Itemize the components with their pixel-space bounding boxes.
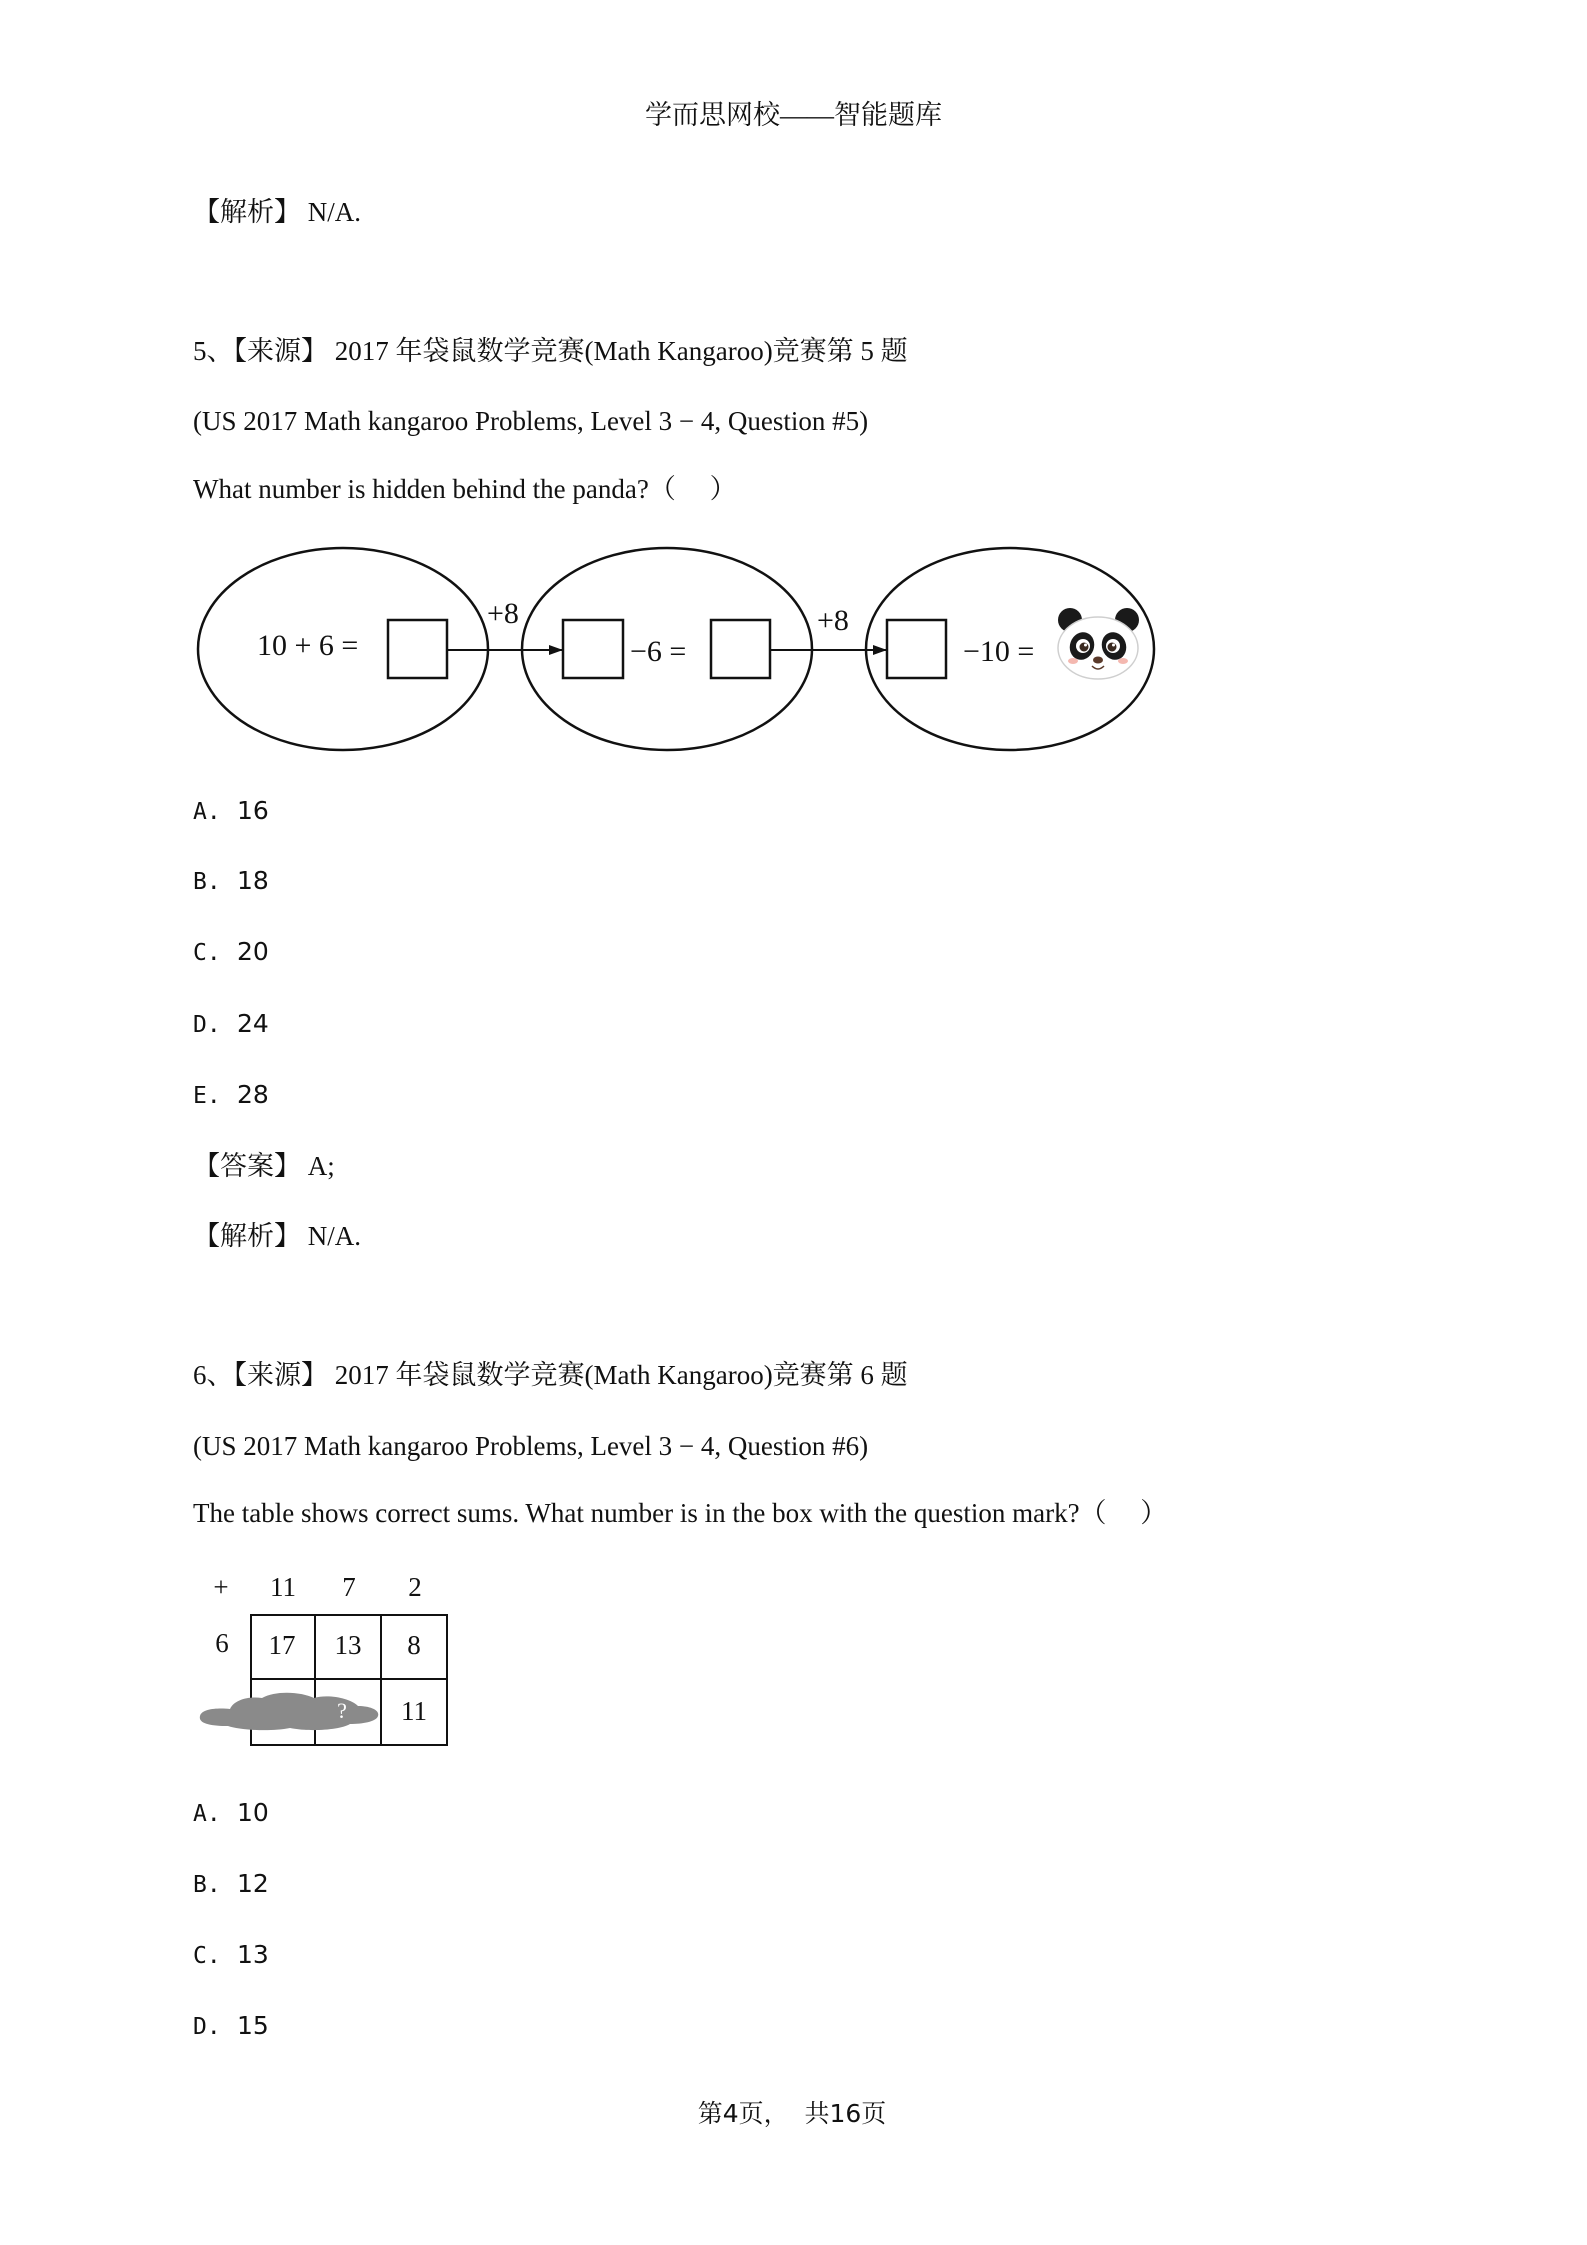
expr-3: −10 = [963, 635, 1035, 668]
table-corner: + [213, 1572, 229, 1602]
source-label: 【来源】 [233, 336, 328, 366]
source-text: 2017 年袋鼠数学竞赛(Math Kangaroo)竞赛第 5 题 [328, 336, 908, 366]
question-6-option-b [193, 1867, 269, 1901]
question-5-answer [193, 1149, 335, 1183]
expr-1: 10 + 6 = [257, 629, 359, 662]
question-5-option-b [193, 864, 269, 898]
option-value: 10 [237, 1798, 269, 1827]
table-cell: 11 [382, 1680, 448, 1746]
page-header-title: 学而思网校——智能题库 [645, 100, 942, 130]
panda-chain-diagram [0, 540, 1200, 760]
question-5-option-e [193, 1078, 269, 1112]
table-cell: 13 [316, 1614, 382, 1680]
box-2 [563, 620, 623, 678]
question-5-analysis [193, 1219, 361, 1253]
option-value: 12 [237, 1869, 269, 1898]
answer-text: A; [301, 1151, 335, 1181]
option-letter: E. [193, 1083, 221, 1109]
analysis-label: 【解析】 [193, 197, 301, 227]
question-number: 6、 [193, 1360, 234, 1390]
box-4 [887, 620, 946, 678]
question-6-prompt: The table shows correct sums. What number is in the box with the question mark?（ ） [193, 1498, 1168, 1528]
source-text: 2017 年袋鼠数学竞赛(Math Kangaroo)竞赛第 6 题 [328, 1360, 908, 1390]
question-6-title [193, 1358, 908, 1392]
question-5-option-c [193, 935, 269, 969]
option-letter: B. [193, 1872, 221, 1898]
source-label: 【来源】 [233, 1360, 328, 1390]
question-5-prompt: What number is hidden behind the panda?（ ） [193, 474, 737, 504]
table-cell: 17 [250, 1614, 316, 1680]
option-letter: B. [193, 869, 221, 895]
box-1 [388, 620, 447, 678]
panda-icon [1058, 608, 1139, 679]
analysis-text: N/A. [301, 197, 361, 227]
analysis-label: 【解析】 [193, 1221, 301, 1251]
prev-analysis-line [193, 195, 361, 229]
gray-blob [190, 1678, 390, 1738]
expr-2: −6 = [630, 635, 687, 668]
column-header: 7 [342, 1572, 356, 1602]
option-value: 16 [237, 796, 269, 825]
option-letter: A. [193, 799, 221, 825]
op-2: +8 [817, 604, 849, 637]
question-6-option-a [193, 1796, 269, 1830]
question-number: 5、 [193, 336, 234, 366]
option-letter: C. [193, 1943, 221, 1969]
question-mark-cell: ? [337, 1698, 347, 1723]
analysis-text: N/A. [301, 1221, 361, 1251]
option-value: 13 [237, 1940, 269, 1969]
page-footer: 第4页， 共16页 [697, 2099, 887, 2128]
option-value: 20 [237, 937, 269, 966]
option-value: 28 [237, 1080, 269, 1109]
option-letter: D. [193, 2014, 221, 2040]
column-header: 2 [408, 1572, 422, 1602]
option-letter: C. [193, 940, 221, 966]
question-5-title [193, 334, 908, 368]
question-6-reference: (US 2017 Math kangaroo Problems, Level 3 − 4, Question #6) [193, 1431, 869, 1461]
question-6-option-d [193, 2009, 269, 2043]
answer-label: 【答案】 [193, 1151, 301, 1181]
box-3 [711, 620, 770, 678]
question-5-reference: (US 2017 Math kangaroo Problems, Level 3 − 4, Question #5) [193, 406, 869, 436]
option-value: 18 [237, 866, 269, 895]
sum-table [190, 1560, 460, 1760]
table-cell: 8 [382, 1614, 448, 1680]
option-value: 15 [237, 2011, 269, 2040]
question-5-option-d [193, 1007, 269, 1041]
option-value: 24 [237, 1009, 269, 1038]
option-letter: D. [193, 1012, 221, 1038]
row-header: 6 [215, 1628, 229, 1658]
column-header: 11 [270, 1572, 296, 1602]
op-1: +8 [487, 597, 519, 630]
option-letter: A. [193, 1801, 221, 1827]
question-6-option-c [193, 1938, 269, 1972]
question-5-option-a [193, 794, 269, 828]
